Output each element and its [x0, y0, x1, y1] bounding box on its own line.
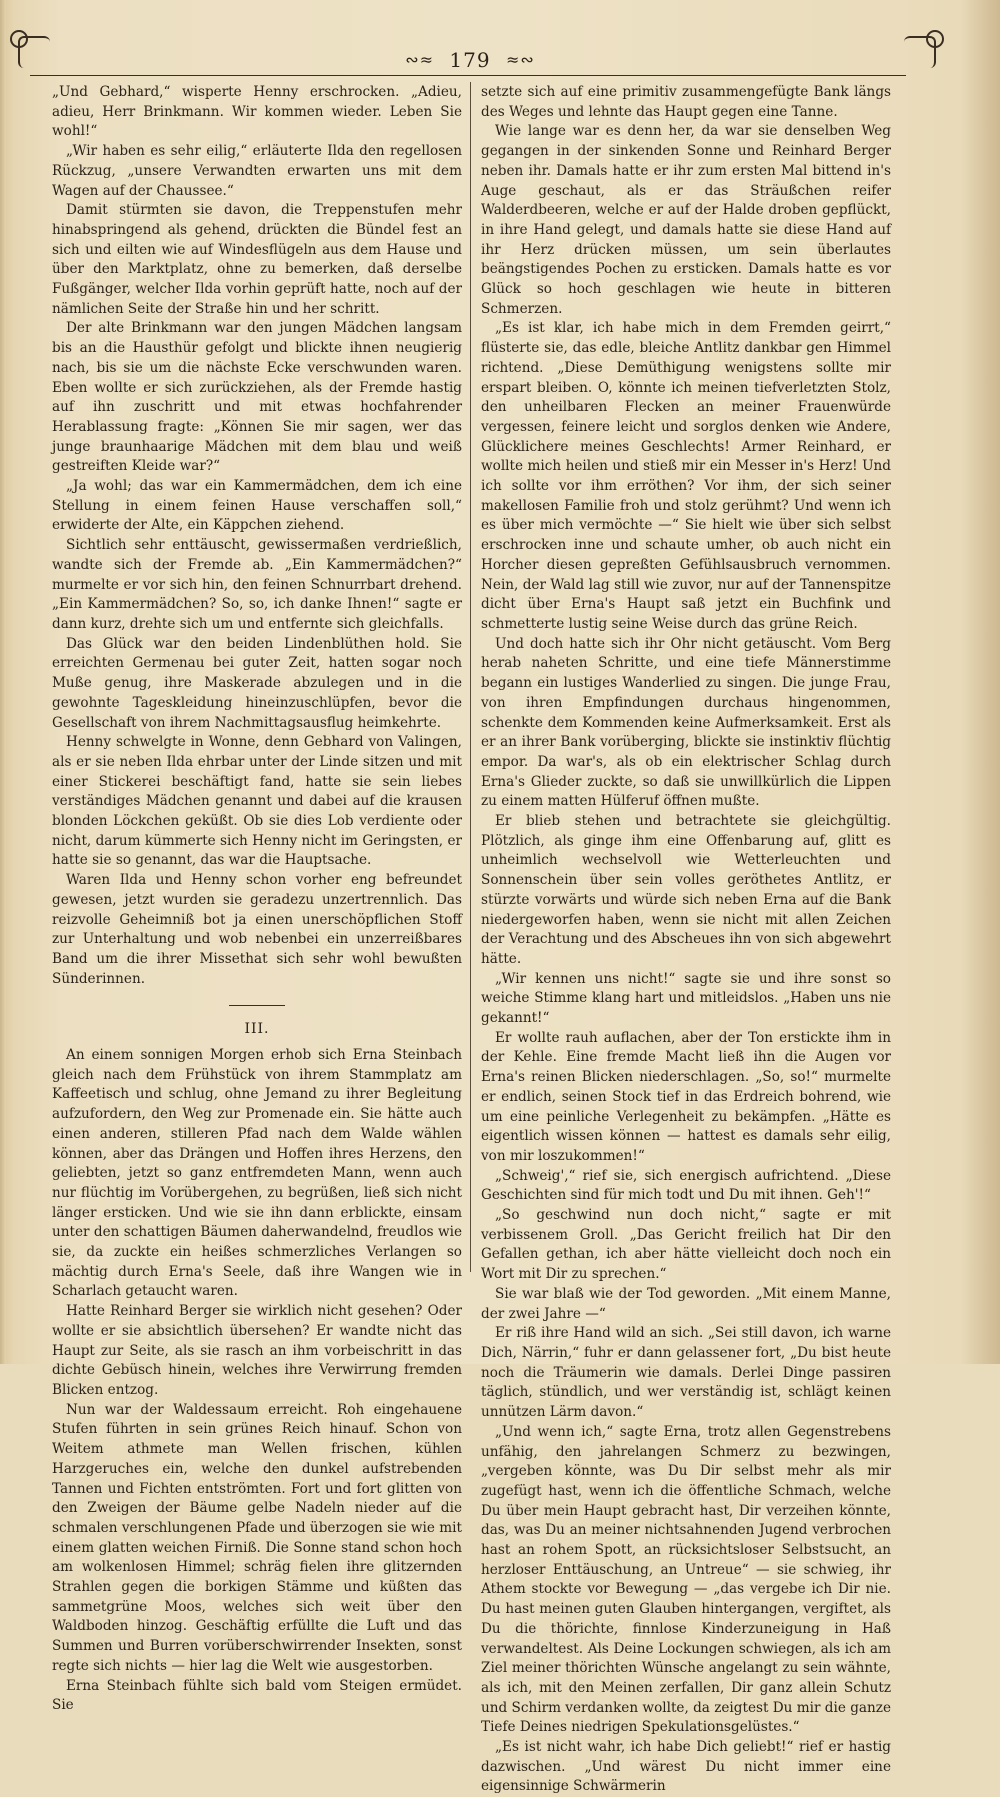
column-divider	[470, 82, 471, 1272]
paragraph: „Schweig',“ rief sie, sich energisch aufrichtend. „Diese Geschichten sind für mich todt und Du mit ihnen. Geh'!“	[481, 1167, 891, 1204]
paragraph: „Und wenn ich,“ sagte Erna, trotz allen Gegenstrebens unfähig, den jahrelangen Schmerz zu bezwingen, „vergeben könnte, was Du Dir selbst mehr als mir zugefügt hast, wenn ich die öffentliche Schmach, welche Du über mein Haupt gebracht hast, Dir verzeihen könnte, das, was Du an meiner nichtsahnenden Jugend verbrochen hast an rohem Spott, an rücksichtsloser Selbstsucht, an herzloser Enttäuschung, an Untreue“ — sie schwieg, ihr Athem stockte vor Bewegung — „das vergebe ich Dir nie. Du hast meinen guten Glauben hintergangen, vergiftet, als Du die thörichte, finnlose Kinderzuneigung in Haß verwandeltest. Als Deine Lockungen schwiegen, als ich am Ziel meiner thörichten Wünsche angelangt zu sein wähnte, als ich, mit den Meinen zerfallen, Dir ganz allein Schutz und Schirm verdanken wollte, da zeigtest Du mir die ganze Tiefe Deines niedrigen Spekulationsgelüstes.“	[481, 1423, 891, 1736]
paragraph: Das Glück war den beiden Lindenblüthen hold. Sie erreichten Germenau bei guter Zeit, hatten sogar noch Muße genug, ihre Maskerade abzulegen und in die gewohnte Tageskleidung hineinzuschlüpfen, bevor die Gesellschaft von ihrem Nachmittagsausflug heimkehrte.	[52, 635, 462, 731]
paragraph: „So geschwind nun doch nicht,“ sagte er mit verbissenem Groll. „Das Gericht freilich hat Dir den Gefallen gethan, ich aber hätte vielleicht doch noch ein Wort mit Dir zu sprechen.“	[481, 1207, 891, 1283]
paragraph: „Wir kennen uns nicht!“ sagte sie und ihre sonst so weiche Stimme klang hart und mitleidslos. „Haben uns nie gekannt!“	[481, 970, 891, 1027]
paragraph: „Ja wohl; das war ein Kammermädchen, dem ich eine Stellung in einem feinen Hause verschaffen soll,“ erwiderte der Alte, ein Käppchen ziehend.	[52, 478, 462, 534]
paragraph: Sichtlich sehr enttäuscht, gewissermaßen verdrießlich, wandte sich der Fremde ab. „Ein Kammermädchen?“ murmelte er vor sich hin, den feinen Schnurrbart drehend. „Ein Kammermädchen? So, so, ich danke Ihnen!“ sagte er dann kurz, drehte sich um und entfernte sich gleichfalls.	[52, 537, 462, 632]
paragraph: Der alte Brinkmann war den jungen Mädchen langsam bis an die Hausthür gefolgt und blickte ihnen neugierig nach, bis sie um die nächste Ecke verschwunden waren. Eben wollte er sich zurückziehen, als der Fremde hastig auf ihn zuschritt und mit etwas hochfahrender Herablassung fragte: „Können Sie mir sagen, wer das junge braunhaarige Mädchen mit dem blau und weiß gestreiften Kleide war?“	[52, 320, 462, 475]
paragraph: Nun war der Waldessaum erreicht. Roh eingehauene Stufen führten in sein grünes Reich hinauf. Schon von Weitem athmete man Wellen frischen, kühlen Harzgeruches ein, welche den dunkel aufstrebenden Tannen und Fichten entströmten. Fort und fort glitten von den Zweigen der Bäume gelbe Nadeln nieder auf die schmalen verschlungenen Pfade und überzogen sie wie mit einem glatten weichen Firniß. Die Sonne stand schon hoch am wolkenlosen Himmel; schräg fielen ihre glitzernden Strahlen gegen die borkigen Stämme und küßten das sammetgrüne Moos, welches sich weit über den Waldboden hinzog. Geschäftig erfüllte die Luft und das Summen und Burren vorüberschwirrender Insekten, sonst regte sich nichts — hier lag die Welt wie ausgestorben.	[52, 1401, 462, 1674]
corner-curl-left	[10, 30, 28, 48]
paragraph: Hatte Reinhard Berger sie wirklich nicht gesehen? Oder wollte er sie absichtlich übersehen? Er wandte nicht das Haupt zur Seite, als sie rasch an ihm vorbeischritt in das dichte Gebüsch hinein, welches ihre Verwirrung fremden Blicken entzog.	[52, 1303, 462, 1398]
section-separator	[229, 1005, 285, 1006]
paragraph: „Und Gebhard,“ wisperte Henny erschrocken. „Adieu, adieu, Herr Brinkmann. Wir kommen wieder. Leben Sie wohl!“	[52, 84, 462, 140]
paragraph: Sie war blaß wie der Tod geworden. „Mit einem Manne, der zwei Jahre —“	[481, 1285, 891, 1322]
page-number: 179	[449, 48, 491, 72]
paragraph: An einem sonnigen Morgen erhob sich Erna Steinbach gleich nach dem Frühstück von ihrem Stammplatz am Kaffeetisch und schlug, ohne Jemand zu ihrer Begleitung aufzufordern, den Weg zur Promenade ein. Sie hätte auch einen anderen, stilleren Pfad nach dem Walde wählen können, aber das Drängen und Hoffen ihres Herzens, den geliebten, jetzt so ganz entfremdeten Mann, wenn auch nur flüchtig im Vorübergehen, zu begrüßen, ließ sich nicht länger ersticken. Und wie sie ihn dann erblickte, einsam unter den schattigen Bäumen daherwandelnd, freudlos wie sie, da zuckte ein heißes schmerzliches Verlangen so mächtig durch Erna's Seele, daß ihre Wangen wie in Scharlach getaucht waren.	[52, 1047, 462, 1300]
paragraph: setzte sich auf eine primitiv zusammengefügte Bank längs des Weges und lehnte das Haupt gegen eine Tanne.	[481, 84, 891, 120]
header-ornament-left: ∾≈	[405, 50, 435, 69]
paragraph: Er blieb stehen und betrachtete sie gleichgültig. Plötzlich, als ginge ihm eine Offenbarung auf, glitt es unheimlich wechselvoll wie Wetterleuchten und Sonnenschein über sein volles geröthetes Antlitz, er stürzte vorwärts und würde sich neben Erna auf die Bank niedergeworfen haben, wenn sie nicht mit allen Zeichen der Verachtung und des Abscheues ihn von sich abgewehrt hätte.	[481, 813, 891, 967]
paragraph: „Wir haben es sehr eilig,“ erläuterte Ilda den regellosen Rückzug, „unsere Verwandten erwarten uns mit dem Wagen auf der Chaussee.“	[52, 143, 462, 199]
paragraph: Henny schwelgte in Wonne, denn Gebhard von Valingen, als er sie neben Ilda ehrbar unter der Linde sitzen und mit einer Stickerei beschäftigt fand, hatte sie sein liebes verständiges Mädchen genannt und dabei auf die krausen blonden Löckchen geküßt. Ob sie dies Lob verdiente oder nicht, darum kümmerte sich Henny nicht im Geringsten, er hatte sie so genannt, das war die Hauptsache.	[52, 734, 462, 869]
corner-curl-right	[926, 30, 944, 48]
section-title: III.	[244, 1021, 270, 1038]
paragraph: „Es ist nicht wahr, ich habe Dich geliebt!“ rief er hastig dazwischen. „Und wärest Du nicht immer eine eigensinnige Schwärmerin	[481, 1739, 891, 1795]
page-edge-shadow	[960, 0, 1000, 1364]
paragraph: Er riß ihre Hand wild an sich. „Sei still davon, ich warne Dich, Närrin,“ fuhr er dann gelassener fort, „Du bist heute noch die Träumerin wie damals. Derlei Dinge passiren täglich, stündlich, und wer verständig ist, schlägt keinen unnützen Lärm davon.“	[481, 1325, 891, 1421]
paragraph: „Es ist klar, ich habe mich in dem Fremden geirrt,“ flüsterte sie, das edle, bleiche Antlitz dankbar gen Himmel richtend. „Diese Demüthigung wenigstens sollte mir erspart bleiben. O, könnte ich meinen tiefverletzten Stolz, den unheilbaren Flecken an meiner Frauenwürde vergessen, feinere leicht und sorglos denken wie Andere, Glücklichere meines Geschlechts! Armer Reinhard, er wollte mich heilen und stieß mir ein Messer in's Herz! Und ich sollte vor ihm erröthen? Vor ihm, der sich seiner makellosen Familie froh und stolz gerühmt? Und wenn ich es über mich vermöchte —“ Sie hielt wie über sich selbst erschrocken inne und schaute umher, ob auch nicht ein Horcher diesen gepreßten Gefühlsausbruch vernommen. Nein, der Wald lag still wie zuvor, nur auf der Tannenspitze dicht über Erna's Haupt saß jetzt ein Buchfink und schmetterte lustig seine Weise durch das grüne Reich.	[481, 320, 891, 632]
left-column	[52, 83, 462, 1716]
paragraph: Damit stürmten sie davon, die Treppenstufen mehr hinabspringend als gehend, drückten die Bündel fest an sich und eilten wie auf Windesflügeln aus dem Hause und über den Marktplatz, ohne zu bemerken, daß derselbe Fußgänger, welcher Ilda vorhin geprüft hatte, noch auf der nämlichen Seite der Straße hin und her schritt.	[52, 202, 462, 317]
page-header	[0, 48, 940, 72]
right-column	[481, 83, 891, 1797]
paragraph: Waren Ilda und Henny schon vorher eng befreundet gewesen, jetzt wurden sie geradezu unzertrennlich. Das reizvolle Geheimniß bot ja einen unerschöpflichen Stoff zur Unterhaltung und wob nebenbei ein unzerreißbares Band um die ihrer Missethat sich sehr wohl bewußten Sünderinnen.	[52, 872, 462, 987]
header-rule	[30, 75, 906, 76]
binding-edge	[0, 0, 6, 1364]
header-ornament-right: ≈∾	[505, 50, 535, 69]
paragraph: Er wollte rauh auflachen, aber der Ton erstickte ihm in der Kehle. Eine fremde Macht ließ ihn die Augen vor Erna's reinen Blicken niederschlagen. „So, so!“ murmelte er endlich, seinen Stock tief in das Erdreich bohrend, wie um eine peinliche Verlegenheit zu bekämpfen. „Hätte es eigentlich wissen können — hattest es damals sehr eilig, von mir loszukommen!“	[481, 1029, 891, 1164]
paragraph: Wie lange war es denn her, da war sie denselben Weg gegangen in der sinkenden Sonne und Reinhard Berger neben ihr. Damals hatte er ihr zum ersten Mal bittend in's Auge geschaut, als er das Sträußchen reifer Walderdbeeren, welche er auf der Halde droben gepflückt, in ihre Hand gelegt, und damals hatte sie diese Hand auf ihr Herz drücken müssen, um sein überlautes beängstigendes Pochen zu ersticken. Damals hatte es vor Glück so hoch geschlagen wie heute in bitteren Schmerzen.	[481, 123, 891, 317]
paragraph: Erna Steinbach fühlte sich bald vom Steigen ermüdet. Sie	[52, 1677, 462, 1714]
paragraph: Und doch hatte sich ihr Ohr nicht getäuscht. Vom Berg herab naheten Schritte, und eine tiefe Männerstimme begann ein lustiges Wanderlied zu singen. Die junge Frau, von ihren Empfindungen durchaus hingenommen, schenkte dem Kommenden keine Aufmerksamkeit. Erst als er an ihrer Bank vorüberging, blickte sie instinktiv flüchtig empor. Da war's, als ob ein elektrischer Schlag durch Erna's Glieder zuckte, so daß sie unwillkürlich die Lippen zu einem matten Hülferuf öffnen mußte.	[481, 635, 891, 810]
